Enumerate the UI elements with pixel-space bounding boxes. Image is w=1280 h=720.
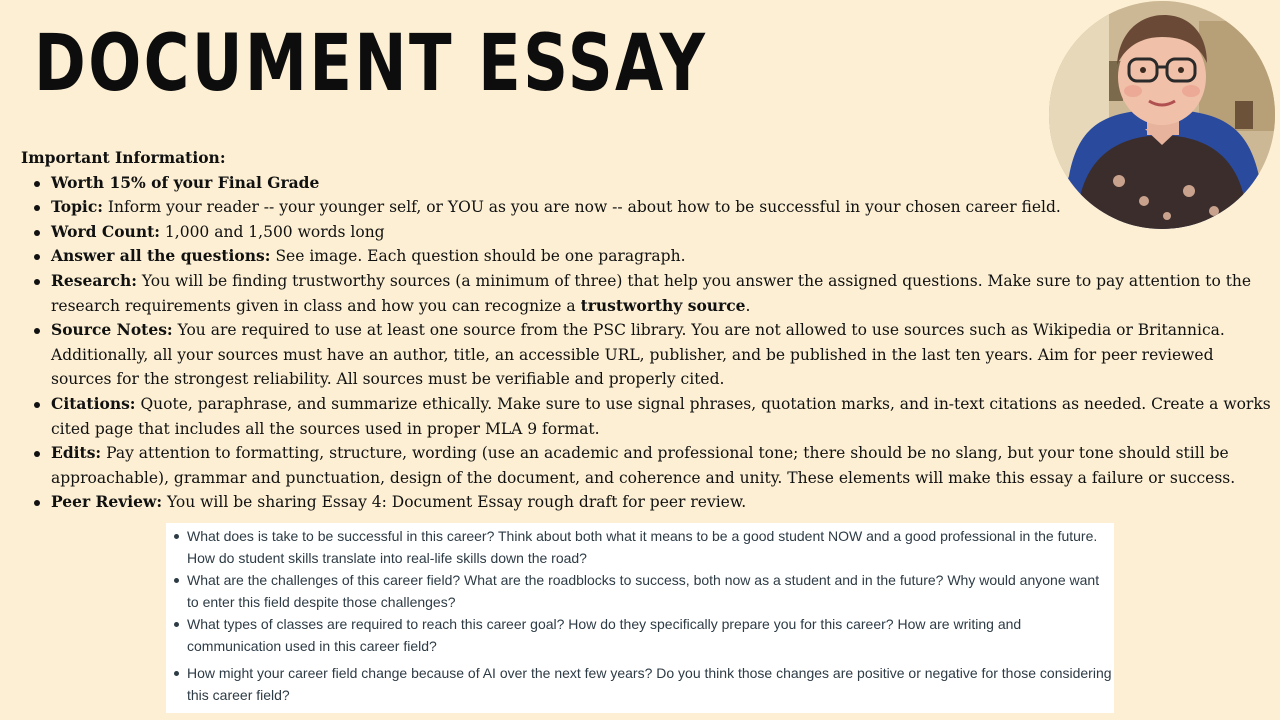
info-item-source-notes: [21, 318, 1271, 392]
trustworthy-source-emphasis: trustworthy source: [580, 295, 746, 315]
info-item-text: You will be finding trustworthy sources (a minimum of three) that help you answer the assigned questions. Make sure to pay attention to the research requirements given in class and how you can recognize a: [51, 271, 1252, 315]
info-item-label: Peer Review:: [51, 492, 163, 512]
info-item-answer-questions: [21, 244, 1271, 269]
info-item-label: Word Count:: [51, 221, 160, 241]
info-item-citations: [21, 392, 1271, 441]
info-item-label: Source Notes:: [51, 320, 173, 340]
page-title: DOCUMENT ESSAY: [34, 19, 708, 109]
info-item-worth: [21, 171, 1271, 196]
info-item-text: 1,000 and 1,500 words long: [164, 222, 385, 241]
info-item-end: .: [745, 296, 751, 315]
info-item-word-count: [21, 220, 1271, 245]
info-item-label: Research:: [51, 270, 137, 290]
info-item-edits: [21, 441, 1271, 490]
info-item-text: Pay attention to formatting, structure, wording (use an academic and professional tone; there should be no slang, but your tone should still be approachable), grammar and punctuation, design of the document, and coherence and unity. These elements will make this essay a failure or success.: [51, 444, 1236, 487]
info-item-text: Inform your reader -- your younger self, or YOU as you are now -- about how to be successful in your chosen career field.: [107, 198, 1061, 217]
question-list: [166, 523, 1114, 706]
essay-questions-panel: [166, 523, 1114, 713]
info-item-research: [21, 269, 1271, 318]
info-item-label: Answer all the questions:: [51, 246, 271, 266]
important-information: [21, 146, 1271, 515]
question-item: What are the challenges of this career field? What are the roadblocks to success, both now as a student and in the future? Why would anyone want to enter this field despite those challenges?: [166, 569, 1114, 613]
info-item-topic: [21, 195, 1271, 220]
info-item-label: Citations:: [51, 393, 136, 413]
question-item: How might your career field change because of AI over the next few years? Do you think those changes are positive or negative for those considering this career field?: [166, 662, 1114, 706]
info-item-peer-review: [21, 490, 1271, 515]
question-item: What types of classes are required to reach this career goal? How do they specifically prepare you for this career? How are writing and communication used in this career field?: [166, 613, 1114, 657]
info-item-text: You are required to use at least one source from the PSC library. You are not allowed to use sources such as Wikipedia or Britannica. Additionally, all your sources must have an author, title, an accessible URL, publisher, and be published in the last ten years. Aim for peer reviewed sources for the strongest reliability. All sources must be verifiable and properly cited.: [51, 321, 1225, 389]
question-item: What does is take to be successful in this career? Think about both what it means to be a good student NOW and a good professional in the future. How do student skills translate into real-life skills down the road?: [166, 525, 1114, 569]
info-item-label: Edits:: [51, 443, 102, 463]
info-item-label: Topic:: [51, 197, 103, 217]
info-heading: Important Information:: [21, 148, 226, 167]
info-item-text: Quote, paraphrase, and summarize ethically. Make sure to use signal phrases, quotation marks, and in-text citations as needed. Create a works cited page that includes all the sources used in proper MLA 9 format.: [51, 394, 1271, 438]
info-item-text: See image. Each question should be one paragraph.: [275, 247, 686, 266]
info-item-text: You will be sharing Essay 4: Document Essay rough draft for peer review.: [167, 493, 747, 512]
info-item-label: Worth 15% of your Final Grade: [51, 172, 320, 192]
info-list: [21, 171, 1271, 515]
